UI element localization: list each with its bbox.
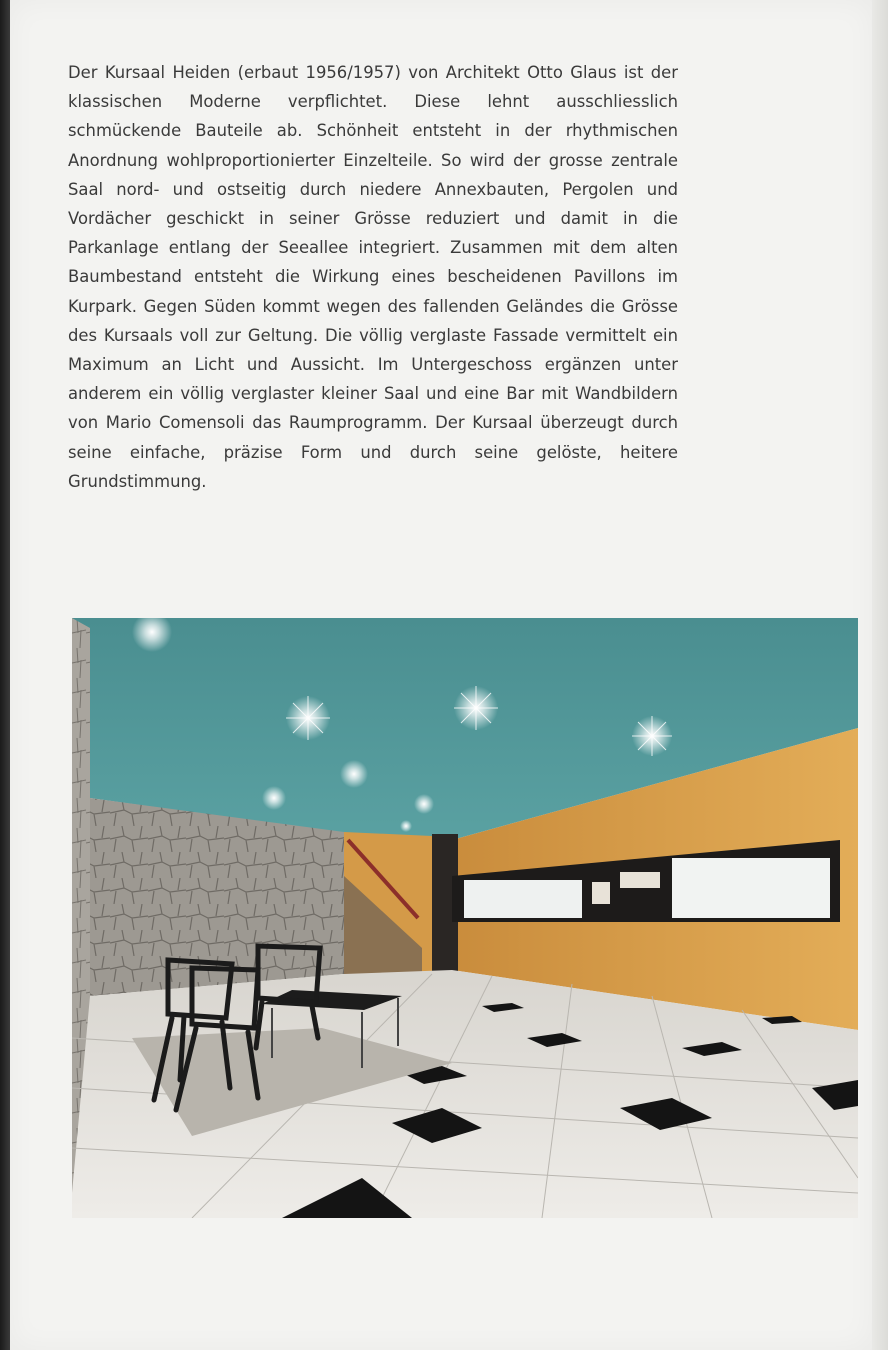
display-window-right — [672, 858, 830, 918]
book-spine-edge — [0, 0, 10, 1350]
page-edge — [872, 0, 888, 1350]
interior-photo — [72, 618, 858, 1218]
display-window-left — [464, 880, 582, 918]
body-paragraph: Der Kursaal Heiden (erbaut 1956/1957) von Architekt Otto Glaus ist der klassischen Moderne verpflichtet. Diese lehnt ausschliesslich schmückende Bauteile ab. Schönheit entsteht in der rhythmischen Anordnung wohlproportionierter Einzelteile. So wird der grosse zentrale Saal nord- und ostseitig durch niedere Annexbauten, Pergolen und Vordächer geschickt in seiner Grösse reduziert und damit in die Parkanlage entlang der Seeallee integriert. Zusammen mit dem alten Baumbestand entsteht die Wirkung eines bescheidenen Pavillons im Kurpark. Gegen Süden kommt wegen des fallenden Geländes die Grösse des Kursaals voll zur Geltung. Die völlig verglaste Fassade vermittelt ein Maximum an Licht und Aussicht. Im Untergeschoss ergänzen unter anderem ein völlig verglaster kleiner Saal und eine Bar mit Wandbildern von Mario Comensoli das Raumprogramm. Der Kursaal überzeugt durch seine einfache, präzise Form und durch seine gelöste, heitere Grundstimmung. — [68, 63, 678, 491]
